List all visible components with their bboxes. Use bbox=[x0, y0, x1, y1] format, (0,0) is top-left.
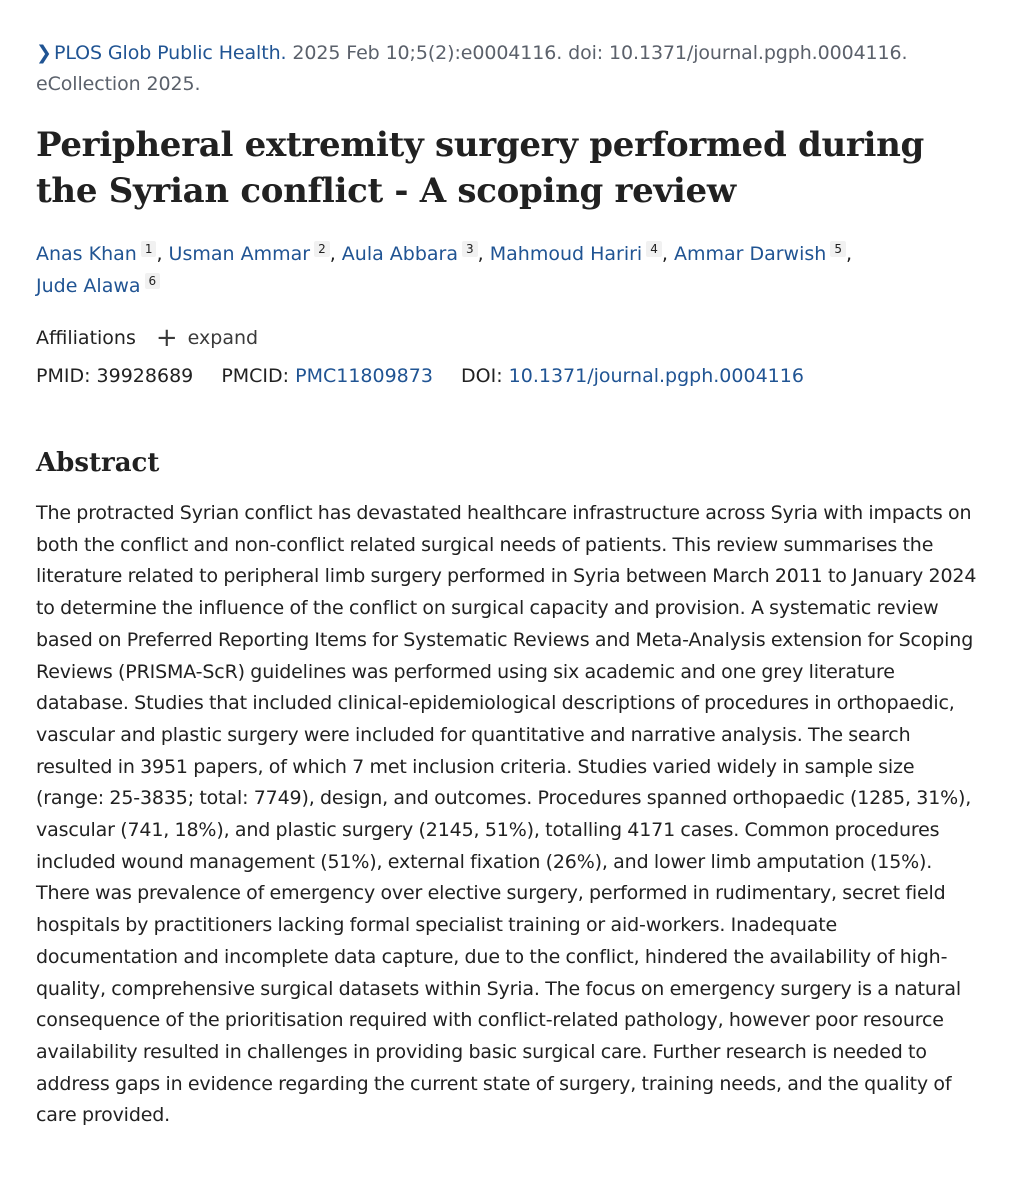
abstract-text: The protracted Syrian conflict has devastated healthcare infrastructure across Syria with impacts on both the conflict and non-conflict related surgical needs of patients. This review summarises the literature related to peripheral limb surgery performed in Syria between March 2011 to January 2024 to determine the influence of the conflict on surgical capacity and provision. A systematic review based on Preferred Reporting Items for Systematic Reviews and Meta-Analysis extension for Scoping Reviews (PRISMA-ScR) guidelines was performed using six academic and one grey literature database. Studies that included clinical-epidemiological descriptions of procedures in orthopaedic, vascular and plastic surgery were included for quantitative and narrative analysis. The search resulted in 3951 papers, of which 7 met inclusion criteria. Studies varied widely in sample size (range: 25-3835; total: 7749), design, and outcomes. Procedures spanned orthopaedic (1285, 31%), vascular (741, 18%), and plastic surgery (2145, 51%), totalling 4171 cases. Common procedures included wound management (51%), external fixation (26%), and lower limb amputation (15%). There was prevalence of emergency over elective surgery, performed in rudimentary, secret field hospitals by practitioners lacking formal specialist training or aid-workers. Inadequate documentation and incomplete data capture, due to the conflict, hindered the availability of high-quality, comprehensive surgical datasets within Syria. The focus on emergency surgery is a natural consequence of the prioritisation required with conflict-related pathology, however poor resource availability resulted in challenges in providing basic surgical care. Further research is needed to address gaps in evidence regarding the current state of surgery, training needs, and the quality of care provided. bbox=[36, 502, 977, 1127]
pmcid-label: PMCID: bbox=[221, 365, 290, 387]
doi-label: DOI: bbox=[461, 365, 503, 387]
pmcid-block bbox=[221, 365, 433, 387]
affiliation-number[interactable]: 3 bbox=[462, 241, 478, 257]
doi-link[interactable]: 10.1371/journal.pgph.0004116 bbox=[508, 365, 804, 387]
affiliation-number[interactable]: 6 bbox=[145, 273, 161, 289]
article-title: Peripheral extremity surgery performed during the Syrian conflict - A scoping review bbox=[36, 125, 925, 211]
author-link[interactable]: Ammar Darwish bbox=[673, 243, 827, 265]
journal-link[interactable]: PLOS Glob Public Health. bbox=[54, 42, 287, 64]
affiliations-row bbox=[36, 324, 979, 352]
affiliation-number[interactable]: 1 bbox=[141, 241, 157, 257]
author-link[interactable]: Usman Ammar bbox=[168, 243, 311, 265]
citation-details: 2025 Feb 10;5(2):e0004116. doi: 10.1371/journal.pgph.0004116. eCollection 2025. bbox=[36, 42, 908, 95]
doi-block bbox=[461, 365, 804, 387]
pmid-block bbox=[36, 365, 193, 387]
citation-line bbox=[36, 38, 979, 100]
pmid-label: PMID: bbox=[36, 365, 91, 387]
abstract-heading: Abstract bbox=[36, 448, 160, 478]
affiliations-expand-button[interactable] bbox=[156, 324, 258, 352]
author-link[interactable]: Jude Alawa bbox=[36, 275, 141, 297]
pmcid-link[interactable]: PMC11809873 bbox=[295, 365, 433, 387]
author-link[interactable]: Anas Khan bbox=[36, 243, 137, 265]
affiliations-label: Affiliations bbox=[36, 327, 136, 349]
author-link[interactable]: Mahmoud Hariri bbox=[489, 243, 643, 265]
expand-label: expand bbox=[187, 327, 259, 349]
affiliation-number[interactable]: 4 bbox=[646, 241, 662, 257]
plus-icon: + bbox=[155, 323, 178, 353]
author-list: Anas Khan 1 , Usman Ammar 2 , Aula Abbara 3 , Mahmoud Hariri 4 , Ammar Darwish 5 , Jude Alawa 6 bbox=[36, 242, 852, 297]
pmid-value: 39928689 bbox=[96, 365, 194, 387]
author-link[interactable]: Aula Abbara bbox=[341, 243, 459, 265]
affiliation-number[interactable]: 2 bbox=[314, 241, 330, 257]
identifiers-row bbox=[36, 362, 979, 390]
chevron-right-icon[interactable]: ❯ bbox=[36, 42, 52, 64]
affiliation-number[interactable]: 5 bbox=[830, 241, 846, 257]
